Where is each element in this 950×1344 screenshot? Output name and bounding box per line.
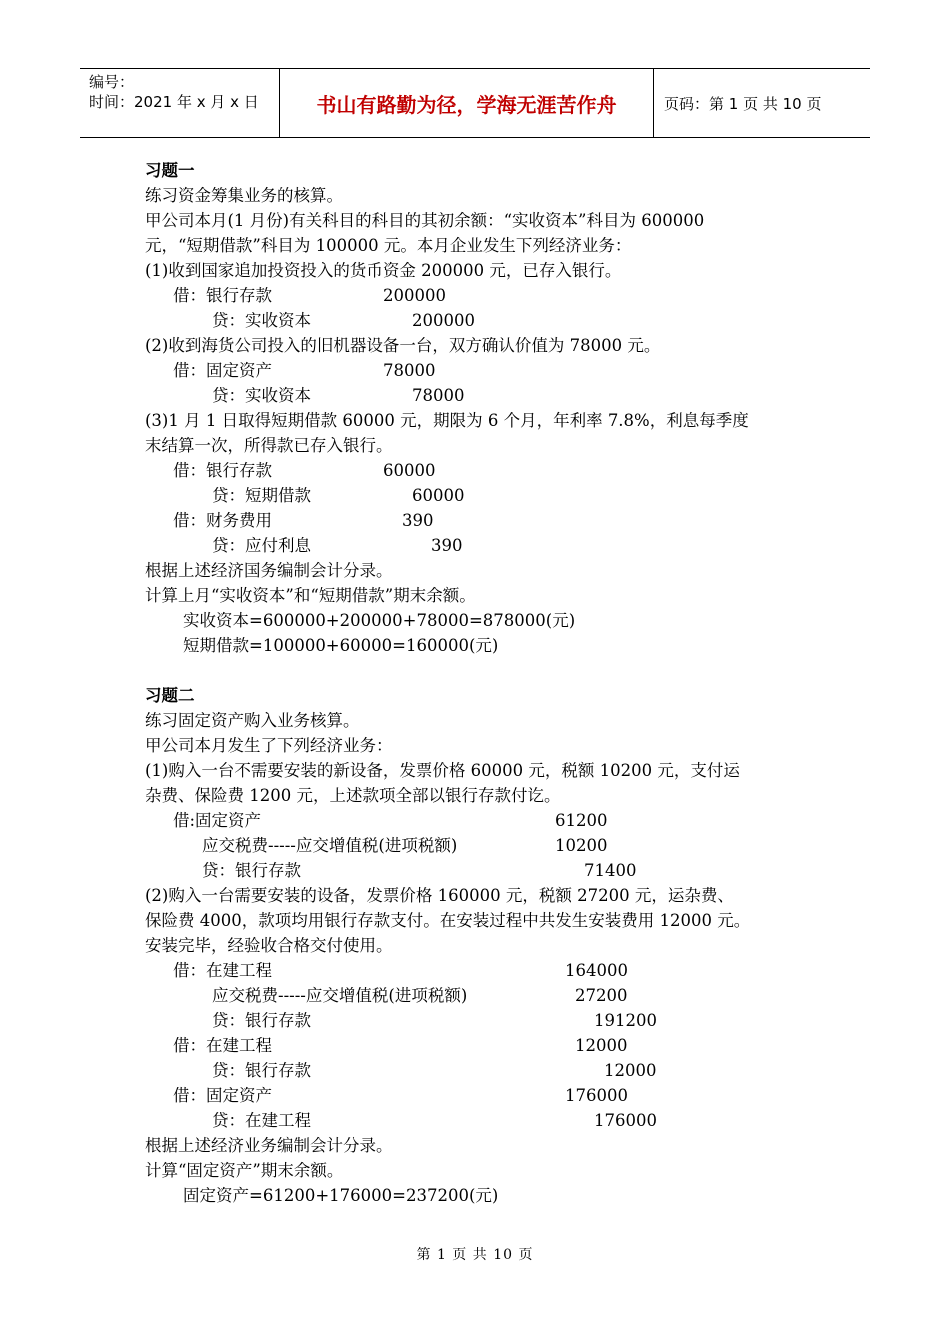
journal-entry-line bbox=[145, 508, 835, 533]
paragraph: 元，“短期借款”科目为 100000 元。本月企业发生下列经济业务： bbox=[145, 236, 632, 255]
amount: 71400 bbox=[584, 861, 637, 880]
exercise-2-title: 习题二 bbox=[145, 686, 195, 705]
journal-entry-line bbox=[145, 358, 835, 383]
paragraph: 计算“固定资产”期末余额。 bbox=[145, 1161, 344, 1180]
header-page-info: 页码：第 1 页 共 10 页 bbox=[664, 94, 822, 113]
account-label: 借：银行存款 bbox=[173, 461, 272, 480]
account-label: 借：固定资产 bbox=[173, 361, 272, 380]
amount: 27200 bbox=[575, 986, 628, 1005]
journal-entry-line bbox=[145, 1108, 835, 1133]
account-label: 贷：应付利息 bbox=[212, 536, 311, 555]
journal-entry-line bbox=[145, 958, 835, 983]
amount: 10200 bbox=[555, 836, 608, 855]
paragraph: 计算上月“实收资本”和“短期借款”期末余额。 bbox=[145, 586, 476, 605]
paragraph: 保险费 4000，款项均用银行存款支付。在安装过程中共发生安装费用 12000 元。 bbox=[145, 911, 751, 930]
journal-entry-line bbox=[145, 283, 835, 308]
account-label: 贷：实收资本 bbox=[212, 386, 311, 405]
paragraph: 练习资金筹集业务的核算。 bbox=[145, 186, 343, 205]
paragraph: (1)收到国家追加投资投入的货币资金 200000 元，已存入银行。 bbox=[145, 261, 622, 280]
account-label: 借:固定资产 bbox=[173, 811, 262, 830]
paragraph: (2)收到海货公司投入的旧机器设备一台，双方确认价值为 78000 元。 bbox=[145, 336, 661, 355]
calculation-line: 短期借款=100000+60000=160000(元) bbox=[183, 636, 499, 655]
account-label: 借：在建工程 bbox=[173, 1036, 272, 1055]
header-meta bbox=[80, 69, 280, 137]
account-label: 借：在建工程 bbox=[173, 961, 272, 980]
paragraph: (2)购入一台需要安装的设备，发票价格 160000 元，税额 27200 元，运杂费、 bbox=[145, 886, 734, 905]
amount: 176000 bbox=[594, 1111, 657, 1130]
amount: 200000 bbox=[412, 311, 475, 330]
journal-entry-line bbox=[145, 808, 835, 833]
journal-entry-line bbox=[145, 483, 835, 508]
account-label: 贷：银行存款 bbox=[212, 1061, 311, 1080]
account-label: 贷：银行存款 bbox=[212, 1011, 311, 1030]
document-body bbox=[145, 158, 835, 1208]
amount: 164000 bbox=[565, 961, 628, 980]
journal-entry-line bbox=[145, 1008, 835, 1033]
account-label: 借：财务费用 bbox=[173, 511, 272, 530]
paragraph: 安装完毕，经验收合格交付使用。 bbox=[145, 936, 393, 955]
journal-entry-line bbox=[145, 1083, 835, 1108]
journal-entry-line bbox=[145, 458, 835, 483]
amount: 78000 bbox=[383, 361, 436, 380]
paragraph: 练习固定资产购入业务核算。 bbox=[145, 711, 360, 730]
amount: 61200 bbox=[555, 811, 608, 830]
paragraph: (1)购入一台不需要安装的新设备，发票价格 60000 元，税额 10200 元，支付运 bbox=[145, 761, 740, 780]
paragraph: 甲公司本月发生了下列经济业务： bbox=[145, 736, 393, 755]
paragraph: 杂费、保险费 1200 元，上述款项全部以银行存款付讫。 bbox=[145, 786, 561, 805]
amount: 200000 bbox=[383, 286, 446, 305]
amount: 60000 bbox=[412, 486, 465, 505]
amount: 191200 bbox=[594, 1011, 657, 1030]
amount: 78000 bbox=[412, 386, 465, 405]
calculation-line: 固定资产=61200+176000=237200(元) bbox=[183, 1186, 499, 1205]
amount: 12000 bbox=[604, 1061, 657, 1080]
journal-entry-line bbox=[145, 833, 835, 858]
account-label: 贷：在建工程 bbox=[212, 1111, 311, 1130]
paragraph: 根据上述经济国务编制会计分录。 bbox=[145, 561, 393, 580]
journal-entry-line bbox=[145, 983, 835, 1008]
amount: 390 bbox=[402, 511, 434, 530]
page-header bbox=[80, 68, 870, 138]
paragraph: 甲公司本月(1 月份)有关科目的科目的其初余额：“实收资本”科目为 600000 bbox=[145, 211, 705, 230]
paragraph: 根据上述经济业务编制会计分录。 bbox=[145, 1136, 393, 1155]
paragraph: (3)1 月 1 日取得短期借款 60000 元，期限为 6 个月，年利率 7.8%，利息每季度 bbox=[145, 411, 749, 430]
journal-entry-line bbox=[145, 1058, 835, 1083]
header-motto: 书山有路勤为径，学海无涯苦作舟 bbox=[280, 69, 654, 137]
account-label: 应交税费-----应交增值税(进项税额) bbox=[202, 836, 458, 855]
document-number-label: 编号： bbox=[89, 73, 135, 91]
journal-entry-line bbox=[145, 383, 835, 408]
document-date-label: 时间：2021 年 x 月 x 日 bbox=[89, 93, 259, 111]
journal-entry-line bbox=[145, 533, 835, 558]
exercise-1-title: 习题一 bbox=[145, 161, 195, 180]
account-label: 贷：银行存款 bbox=[202, 861, 301, 880]
account-label: 借：银行存款 bbox=[173, 286, 272, 305]
account-label: 贷：短期借款 bbox=[212, 486, 311, 505]
calculation-line: 实收资本=600000+200000+78000=878000(元) bbox=[183, 611, 576, 630]
account-label: 贷：实收资本 bbox=[212, 311, 311, 330]
account-label: 借：固定资产 bbox=[173, 1086, 272, 1105]
amount: 390 bbox=[431, 536, 463, 555]
page-footer: 第 1 页 共 10 页 bbox=[416, 1247, 534, 1263]
amount: 12000 bbox=[575, 1036, 628, 1055]
paragraph: 末结算一次，所得款已存入银行。 bbox=[145, 436, 393, 455]
journal-entry-line bbox=[145, 858, 835, 883]
journal-entry-line bbox=[145, 1033, 835, 1058]
amount: 176000 bbox=[565, 1086, 628, 1105]
journal-entry-line bbox=[145, 308, 835, 333]
account-label: 应交税费-----应交增值税(进项税额) bbox=[212, 986, 468, 1005]
section-spacer bbox=[145, 658, 835, 683]
amount: 60000 bbox=[383, 461, 436, 480]
